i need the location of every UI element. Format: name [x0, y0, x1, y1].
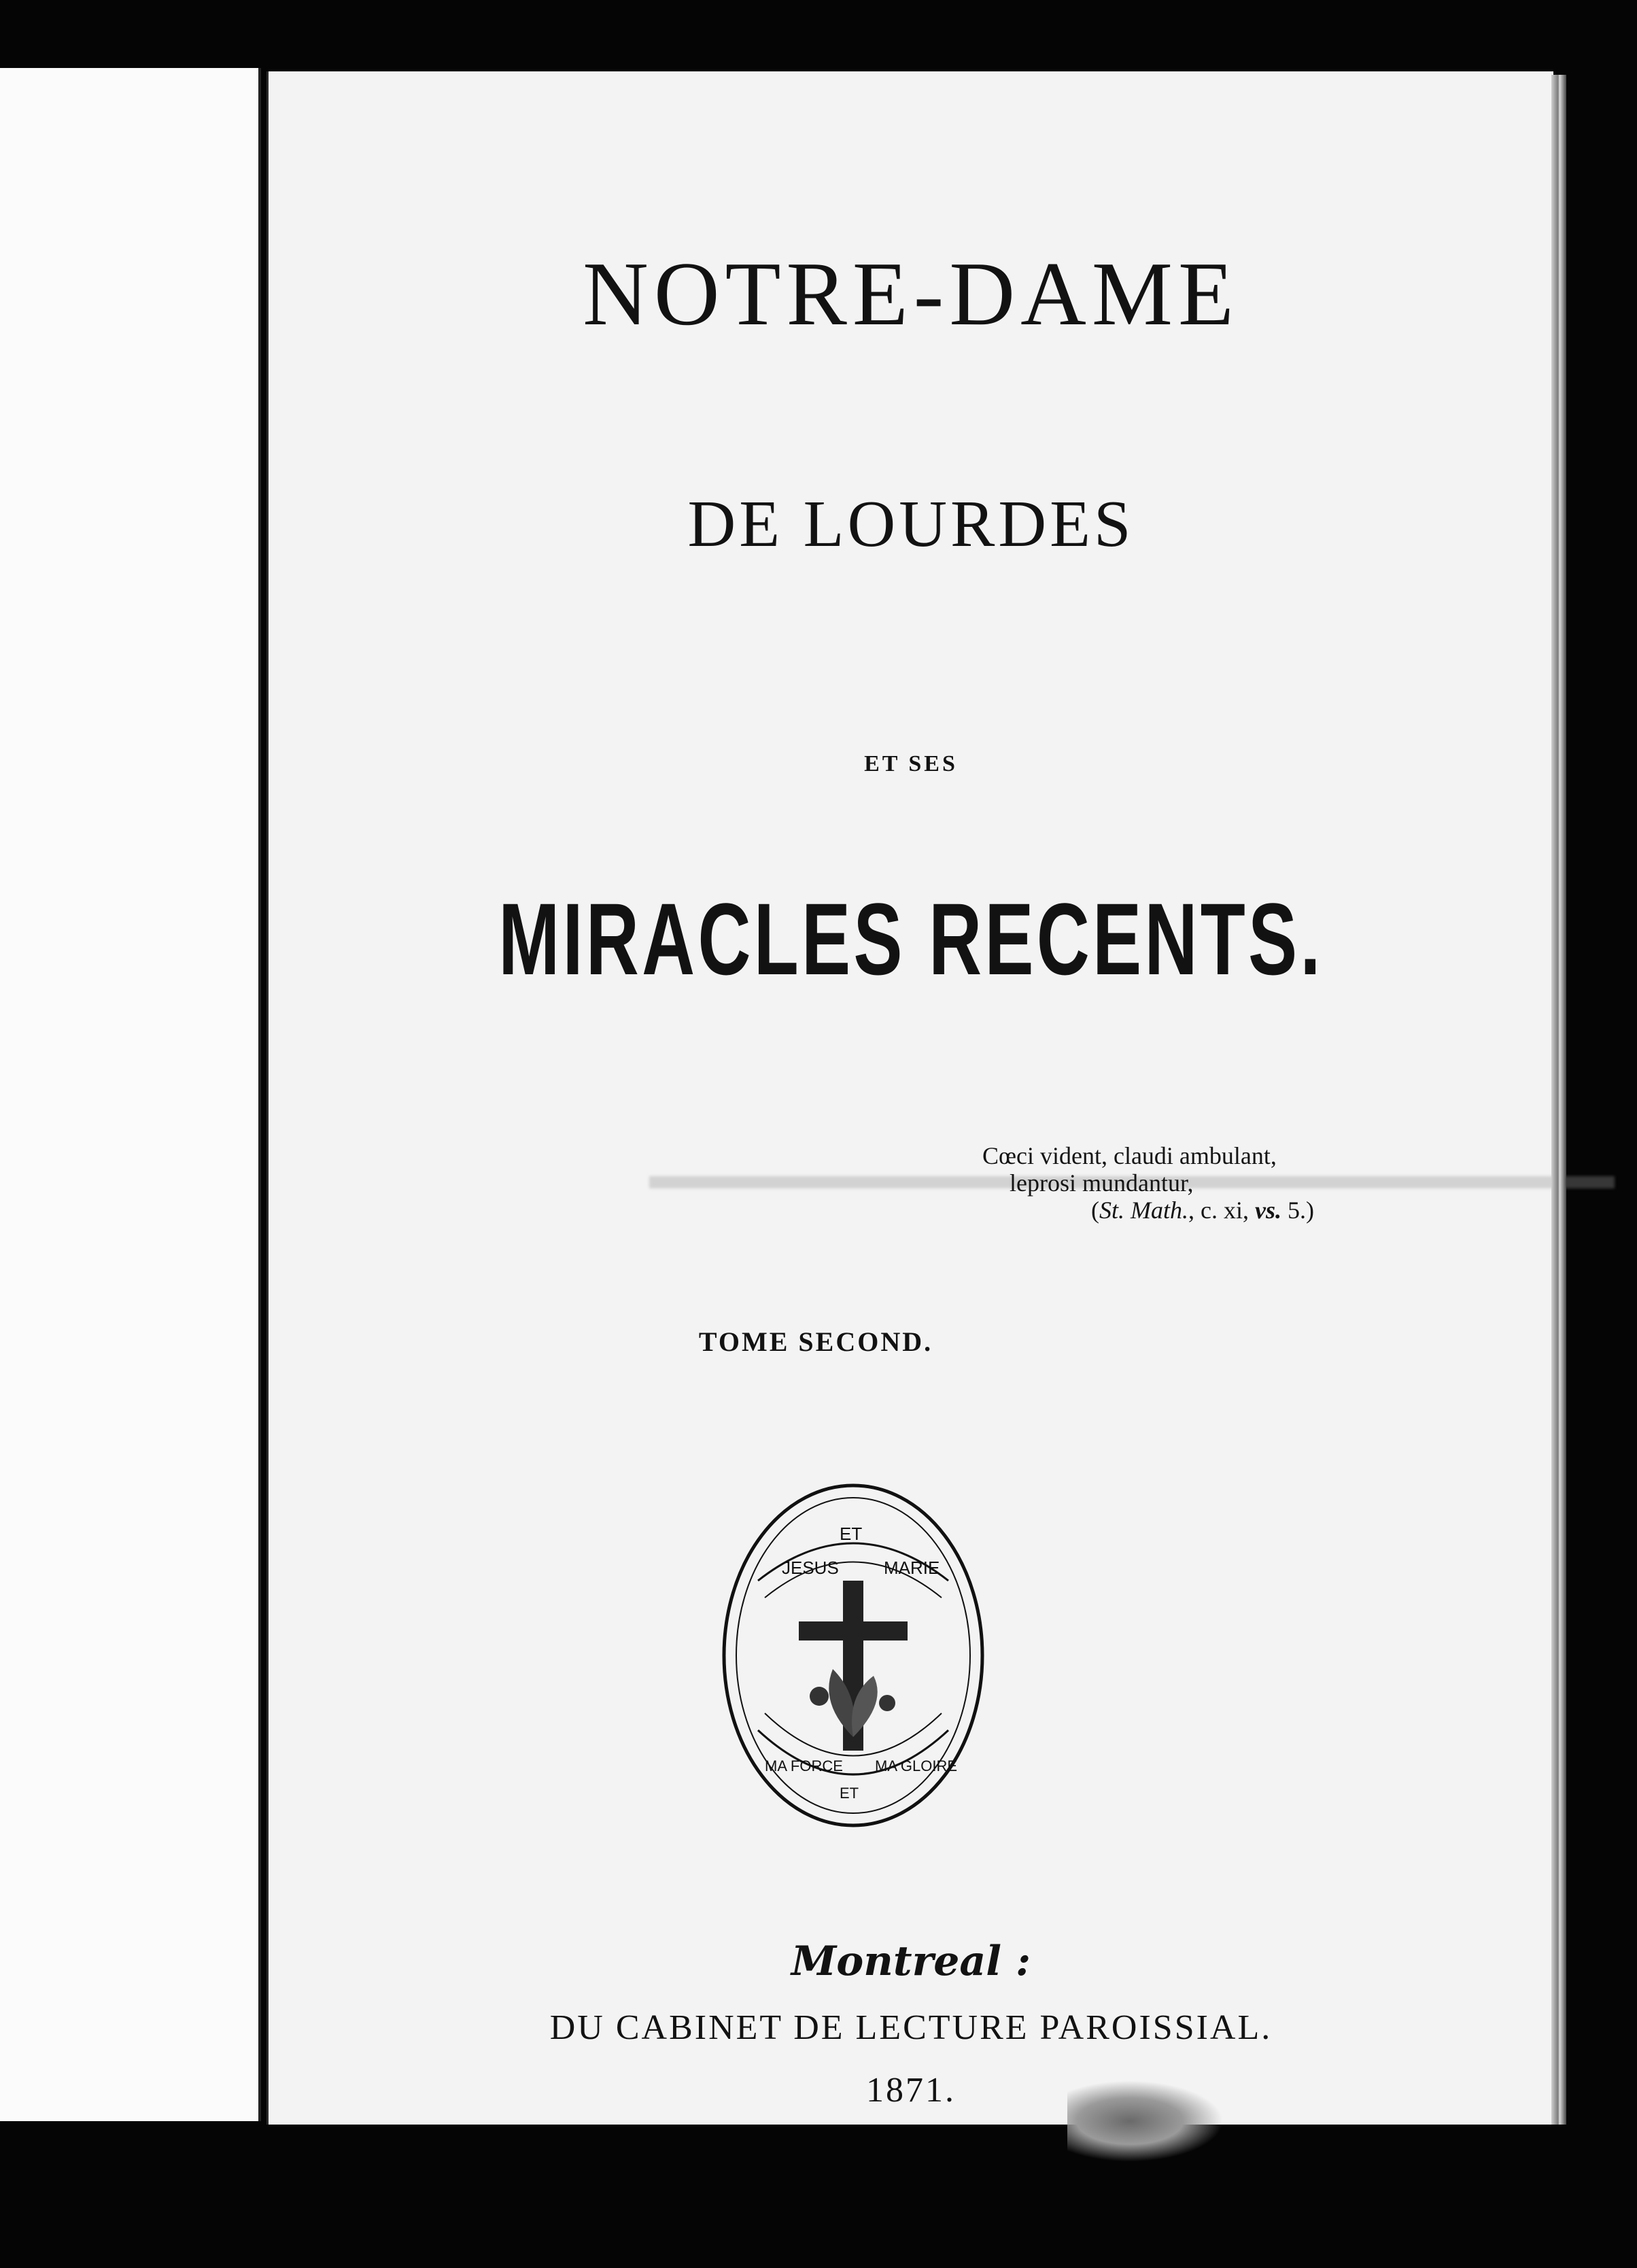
seal-words-ma-gloire: MA GLOIRE	[875, 1757, 958, 1774]
ink-stain	[1067, 2080, 1224, 2162]
seal-word-marie: MARIE	[884, 1558, 940, 1578]
epigraph	[982, 1142, 1513, 1224]
title-page	[266, 71, 1553, 2125]
seal-word-et-top: ET	[840, 1524, 863, 1544]
seal-word-et-bottom: ET	[840, 1785, 859, 1802]
imprint-publisher: DU CABINET DE LECTURE PAROISSIAL.	[549, 2008, 1273, 2047]
epigraph-line-2: leprosi mundantur,	[1010, 1169, 1194, 1197]
title-notre-dame: NOTRE-DAME	[583, 243, 1239, 344]
seal-words-ma-force: MA FORCE	[765, 1757, 843, 1774]
seal-emblem	[717, 1479, 989, 1832]
left-page-leaf	[0, 68, 261, 2121]
page-edge	[1551, 75, 1566, 2125]
title-et-ses: ET SES	[864, 751, 958, 776]
seal-word-jesus: JESUS	[782, 1558, 839, 1578]
title-miracles-recents: MIRACLES RECENTS.	[498, 882, 1324, 996]
volume-label: TOME SECOND.	[698, 1326, 933, 1357]
epigraph-line-1: Cœci vident, claudi ambulant,	[982, 1142, 1277, 1169]
title-de-lourdes: DE LOURDES	[687, 487, 1135, 561]
imprint-year: 1871.	[866, 2071, 956, 2110]
imprint-city: Montreal :	[791, 1938, 1031, 1985]
epigraph-reference: (St. Math., c. xi, vs. 5.)	[1091, 1197, 1314, 1224]
